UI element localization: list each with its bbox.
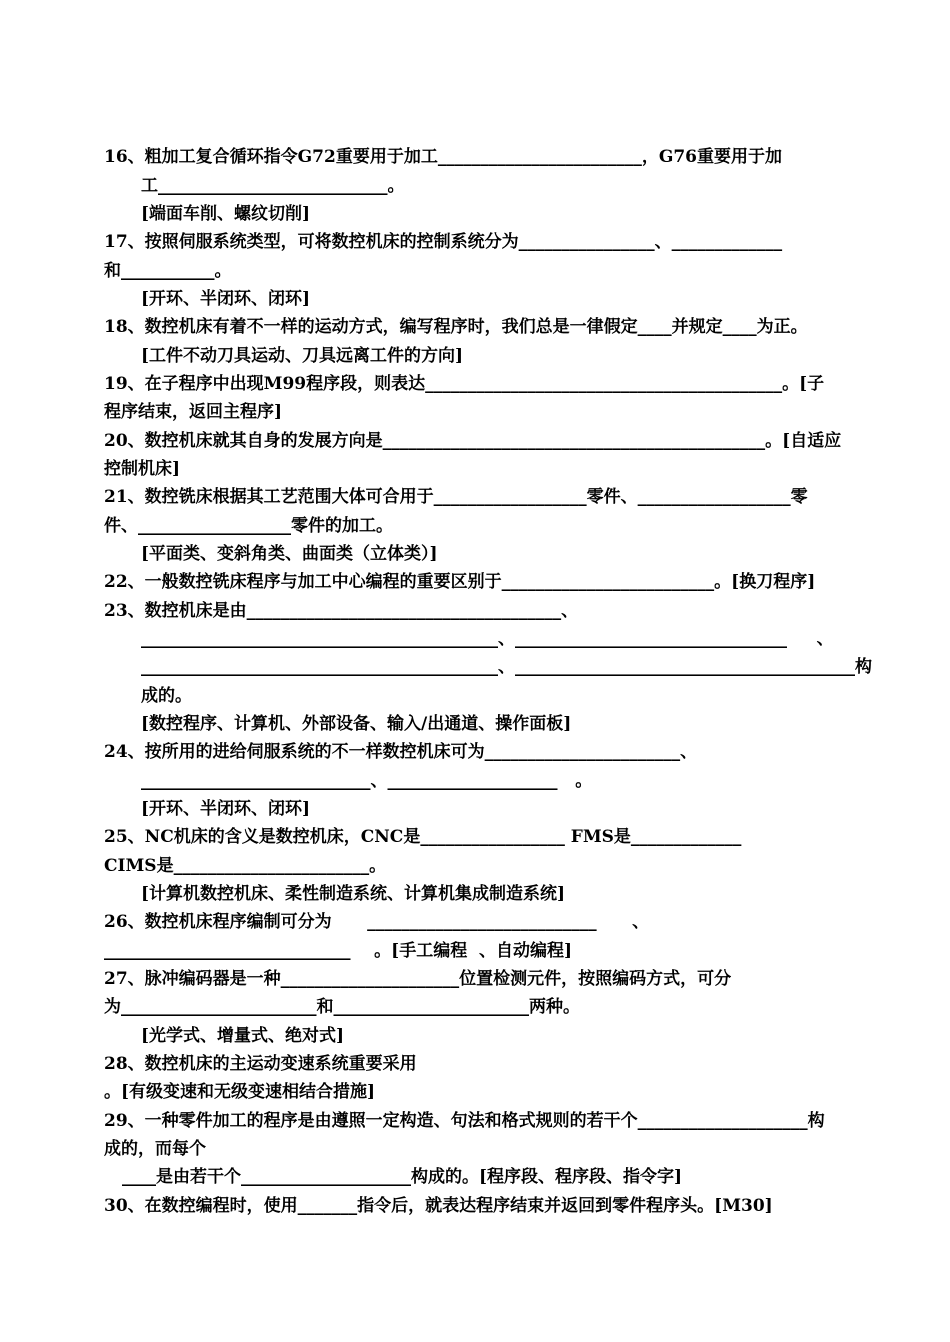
q28-line-1: 28、数控机床的主运动变速系统重要采用: [104, 1054, 417, 1074]
q19-line-1: 19、在子程序中出现M99程序段，则表达__________________________________________。[子: [104, 374, 825, 394]
q16-answer: [端面车削、螺纹切削]: [141, 204, 311, 224]
q29-line-2: 成的，而每个: [104, 1139, 206, 1159]
q23-line-1: 23、数控机床是由_____________________________________、: [104, 601, 579, 621]
q29-line-1: 29、一种零件加工的程序是由遵照一定构造、句法和格式规则的若干个____________________构: [104, 1111, 825, 1131]
q21-answer: [平面类、变斜角类、曲面类（立体类）]: [141, 544, 438, 564]
q20-line-2: 控制机床]: [104, 459, 181, 479]
q24-line-2: ___________________________、____________________ 。: [141, 771, 593, 791]
q17-line-2: 和___________。: [104, 261, 232, 281]
q27-answer: [光学式、增量式、绝对式]: [141, 1026, 345, 1046]
q23-line-3: __________________________________________、________________________________________构: [141, 657, 872, 677]
q21-line-2: 件、__________________零件的加工。: [104, 516, 393, 536]
q23-answer: [数控程序、计算机、外部设备、输入/出通道、操作面板]: [141, 714, 572, 734]
q24-line-1: 24、按所用的进给伺服系统的不一样数控机床可为_______________________、: [104, 742, 698, 762]
q29-line-3: ____是由若干个____________________构成的。[程序段、程序段、指令字]: [122, 1167, 683, 1187]
q17-answer: [开环、半闭环、闭环]: [141, 289, 311, 309]
q21-line-1: 21、数控铣床根据其工艺范围大体可合用于__________________零件、__________________零: [104, 487, 808, 507]
q17-line-1: 17、按照伺服系统类型，可将数控机床的控制系统分为________________、_____________: [104, 232, 783, 252]
q26-line-2: _____________________________ 。[手工编程 、自动编程]: [104, 941, 573, 961]
q18-line-1: 18、数控机床有着不一样的运动方式，编写程序时，我们总是一律假定____并规定____为正。: [104, 317, 808, 337]
q27-line-2: 为_______________________和_______________________两种。: [104, 997, 580, 1017]
q27-line-1: 27、脉冲编码器是一种_____________________位置检测元件，按照编码方式，可分: [104, 969, 732, 989]
q30-line-1: 30、在数控编程时，使用_______指令后，就表达程序结束并返回到零件程序头。[M30]: [104, 1196, 773, 1216]
q25-answer: [计算机数控机床、柔性制造系统、计算机集成制造系统]: [141, 884, 566, 904]
q19-line-2: 程序结束，返回主程序]: [104, 402, 283, 422]
q22-line-1: 22、一般数控铣床程序与加工中心编程的重要区别于_________________________。[换刀程序]: [104, 572, 816, 592]
q16-line-2: 工___________________________。: [141, 176, 405, 196]
q23-line-4: 成的。: [141, 686, 192, 706]
q23-line-2: __________________________________________、________________________________ 、: [141, 629, 834, 649]
q25-line-2: CIMS是_______________________。: [104, 856, 387, 876]
q28-line-2: 。[有级变速和无级变速相结合措施]: [104, 1082, 376, 1102]
q16-line-1: 16、粗加工复合循环指令G72重要用于加工________________________，G76重要用于加: [104, 147, 783, 167]
q24-answer: [开环、半闭环、闭环]: [141, 799, 311, 819]
q25-line-1: 25、NC机床的含义是数控机床，CNC是_________________ FMS是_____________: [104, 827, 742, 847]
q20-line-1: 20、数控机床就其自身的发展方向是_____________________________________________。[自适应: [104, 431, 842, 451]
q26-line-1: 26、数控机床程序编制可分为 ___________________________ 、: [104, 912, 650, 932]
q18-answer: [工件不动刀具运动、刀具远离工件的方向]: [141, 346, 464, 366]
